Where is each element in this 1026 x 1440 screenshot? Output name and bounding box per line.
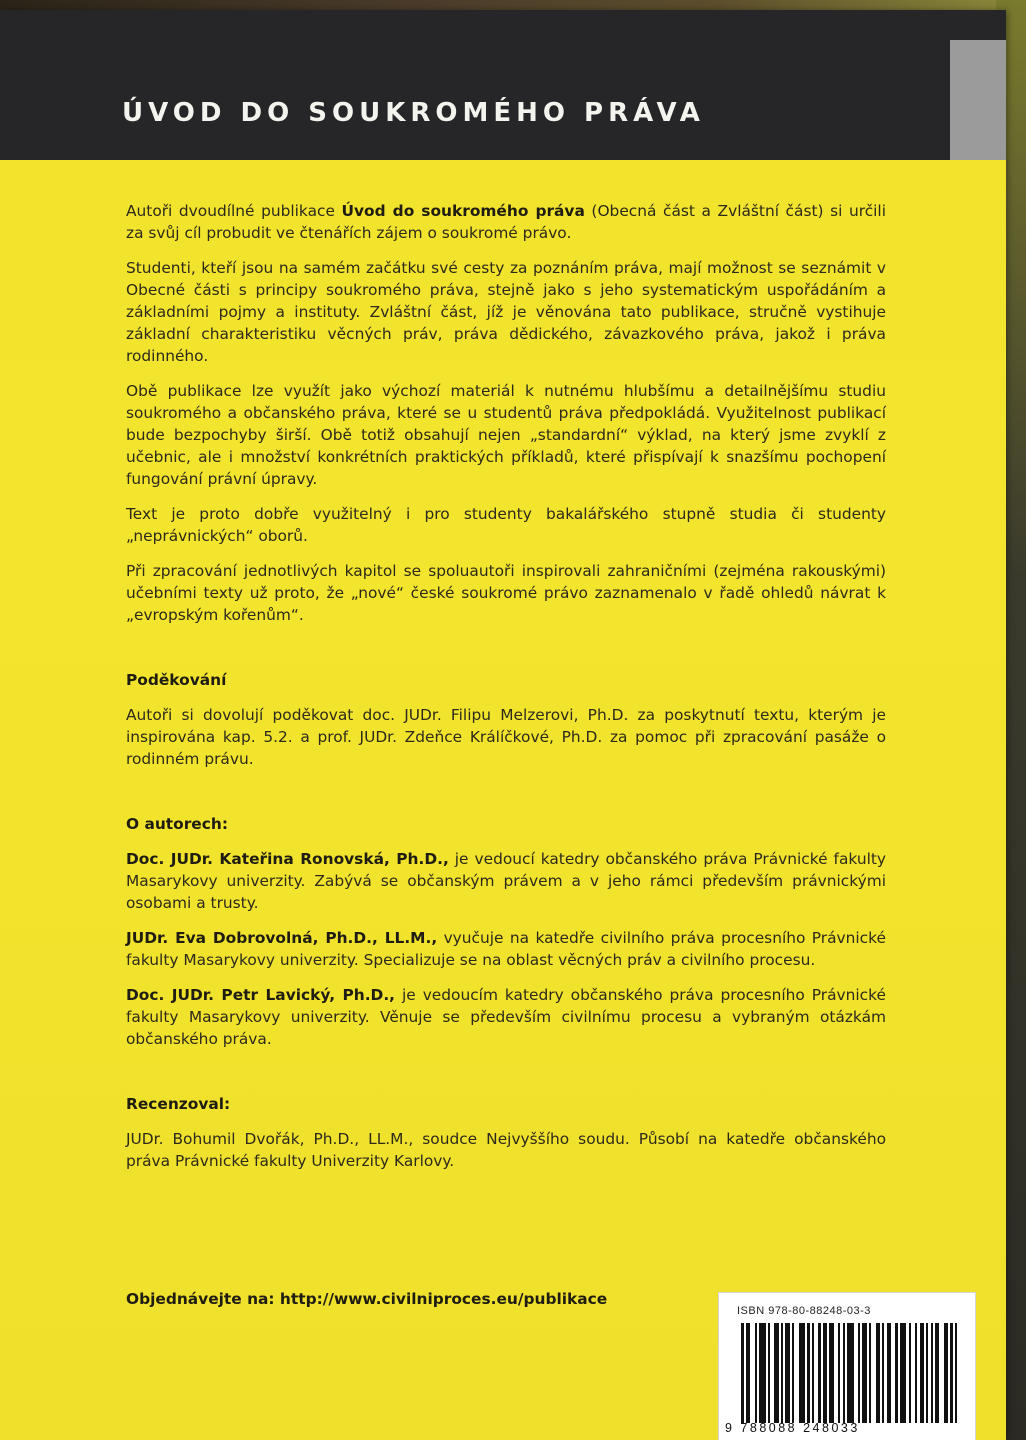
intro-paragraph-4: Text je proto dobře využitelný i pro studenty bakalářského stupně studia či studenty „neprávnických“ oborů. [126, 505, 886, 545]
intro-paragraph-5: Při zpracování jednotlivých kapitol se spoluautoři inspirovali zahraničními (zejména rakouskými) učebními texty už proto, že „nové“ české soukromé právo zaznamenalo v řadě ohledů návrat k „evropským kořenům“. [126, 562, 886, 624]
author-entry: Doc. JUDr. Petr Lavický, Ph.D., je vedoucím katedry občanského práva procesního Právnické fakulty Masarykovy univerzity. Věnuje se především civilnímu procesu a vybraným otázkám občanského práva. [126, 986, 886, 1048]
title-band [0, 10, 950, 160]
order-link: Objednávejte na: http://www.civilniproces.eu/publikace [126, 1290, 608, 1308]
intro-paragraph-2: Studenti, kteří jsou na samém začátku své cesty za poznáním práva, mají možnost se seznámit v Obecné části s principy soukromého práva, stejně jako s jeho systematickým uspořádáním a základními pojmy a instituty. Zvláštní část, jíž je věnována tato publikace, stručně vystihuje základní charakteristiku věcných práv, práva dědického, závazkového práva, jakož i práva rodinného. [126, 259, 886, 365]
book-title: ÚVOD DO SOUKROMÉHO PRÁVA [122, 98, 705, 128]
author-name: Doc. JUDr. Kateřina Ronovská, Ph.D., [126, 850, 449, 868]
cover-text [126, 200, 886, 1185]
author-name: Doc. JUDr. Petr Lavický, Ph.D., [126, 986, 396, 1004]
isbn-label: ISBN 978-80-88248-03-3 [737, 1305, 871, 1317]
intro-paragraph-1: Autoři dvoudílné publikace Úvod do soukromého práva (Obecná část a Zvláštní část) si určili za svůj cíl probudit ve čtenářích zájem o soukromé právo. [126, 202, 886, 242]
reviewer-text: JUDr. Bohumil Dvořák, Ph.D., LL.M., soudce Nejvyššího soudu. Působí na katedře občanského práva Právnické fakulty Univerzity Karlovy. [126, 1130, 886, 1170]
book-title-inline: Úvod do soukromého práva [341, 202, 585, 220]
acknowledgements-text: Autoři si dovolují poděkovat doc. JUDr. Filipu Melzerovi, Ph.D. za poskytnutí textu, kterým je inspirována kap. 5.2. a prof. JUDr. Zdeňce Králíčkové, Ph.D. za pomoc při zpracování pasáže o rodinném právu. [126, 706, 886, 768]
barcode-digits: 9 788088 248033 [725, 1421, 860, 1435]
acknowledgements-heading: Poděkování [126, 671, 227, 689]
intro-paragraph-3: Obě publikace lze využít jako výchozí materiál k nutnému hlubšímu a detailnějšímu studiu soukromého a občanského práva, které se u studentů práva předpokládá. Využitelnost publikací bude bezpochyby širší. Obě totiž obsahují nejen „standardní“ výklad, na který jsme zvyklí z učebnic, ale i množství konkrétních praktických příkladů, které přispívají k snazšímu pochopení fungování právní úpravy. [126, 382, 886, 488]
authors-heading: O autorech: [126, 815, 228, 833]
barcode-icon [741, 1323, 959, 1423]
author-entry: Doc. JUDr. Kateřina Ronovská, Ph.D., je vedoucí katedry občanského práva Právnické fakulty Masarykovy univerzity. Zabývá se občanským právem a v jeho rámci především právnickými osobami a trusty. [126, 850, 886, 912]
author-name: JUDr. Eva Dobrovolná, Ph.D., LL.M., [126, 929, 438, 947]
isbn-barcode-box [718, 1292, 976, 1440]
book-back-cover [0, 10, 1006, 1440]
grey-side-strip [950, 40, 1006, 160]
reviewer-heading: Recenzoval: [126, 1095, 231, 1113]
author-entry: JUDr. Eva Dobrovolná, Ph.D., LL.M., vyučuje na katedře civilního práva procesního Právnické fakulty Masarykovy univerzity. Specializuje se na oblast věcných práv a civilního procesu. [126, 929, 886, 969]
